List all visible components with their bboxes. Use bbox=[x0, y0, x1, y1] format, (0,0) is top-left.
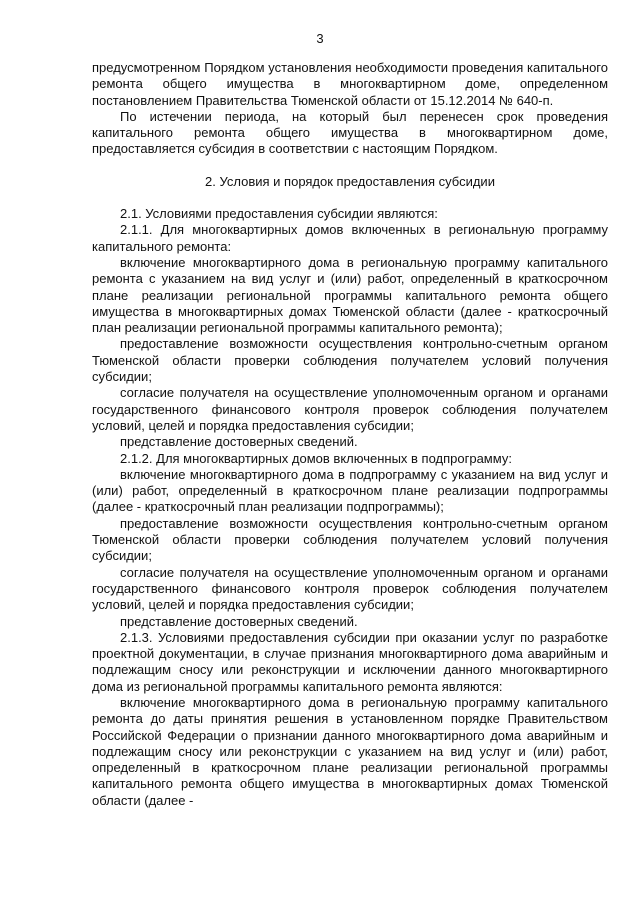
list-item: предоставление возможности осуществления контрольно-счетным органом Тюменской области проверки соблюдения получателем условий получения субсидии; bbox=[92, 336, 608, 385]
clause-2-1: 2.1. Условиями предоставления субсидии являются: bbox=[120, 206, 438, 222]
list-item: включение многоквартирного дома в региональную программу капитального ремонта с указанием на вид услуг и (или) работ, определенный в краткосрочном плане реализации региональной программы капитального ремонта общего имущества в многоквартирных домах Тюменской области (далее - краткосрочный план реализации региональной программы капитального ремонта); bbox=[92, 254, 608, 336]
section-heading: 2. Условия и порядок предоставления субсидии bbox=[205, 173, 495, 189]
list-item: включение многоквартирного дома в подпрограмму с указанием на вид услуг и (или) работ, определенный в краткосрочном плане реализации подпрограммы (далее - краткосрочный план реализации подпрограммы); bbox=[92, 466, 608, 515]
list-item: включение многоквартирного дома в региональную программу капитального ремонта до даты принятия решения в установленном порядке Правительством Российской Федерации о признании данного многоквартирного дома аварийным и подлежащим сносу или реконструкции с указанием на вид услуг и (или) работ, определенный в краткосрочном плане реализации региональной программы капитального ремонта общего имущества в многоквартирных домах Тюменской области (далее - bbox=[92, 694, 608, 808]
list-item: представление достоверных сведений. bbox=[120, 434, 358, 450]
clause-2-1-2: 2.1.2. Для многоквартирных домов включенных в подпрограмму: bbox=[120, 450, 512, 466]
clause-2-1-3: 2.1.3. Условиями предоставления субсидии при оказании услуг по разработке проектной документации, в случае признания многоквартирного дома аварийным и подлежащим сносу или реконструкции и исключении данного многоквартирного дома из региональной программы капитального ремонта являются: bbox=[92, 629, 608, 694]
list-item: предоставление возможности осуществления контрольно-счетным органом Тюменской области проверки соблюдения получателем условий получения субсидии; bbox=[92, 515, 608, 564]
spacer bbox=[92, 158, 608, 174]
list-item: представление достоверных сведений. bbox=[120, 613, 358, 629]
paragraph-subsidy-after-period: По истечении периода, на который был перенесен срок проведения капитального ремонта общего имущества в многоквартирном доме, предоставляется субсидия в соответствии с настоящим Порядком. bbox=[92, 108, 608, 157]
paragraph-continuation: предусмотренном Порядком установления необходимости проведения капитального ремонта общего имущества в многоквартирном доме, определенном постановлением Правительства Тюменской области от 15.12.2014 № 640-п. bbox=[92, 60, 608, 108]
document-body bbox=[92, 60, 608, 809]
spacer bbox=[92, 190, 608, 206]
list-item: согласие получателя на осуществление уполномоченным органом и органами государственного финансового контроля проверок соблюдения получателем условий, целей и порядка предоставления субсидии; bbox=[92, 385, 608, 433]
page-number: 3 bbox=[316, 31, 324, 46]
list-item: согласие получателя на осуществление уполномоченным органом и органами государственного финансового контроля проверок соблюдения получателем условий, целей и порядка предоставления субсидии; bbox=[92, 564, 608, 613]
clause-2-1-1: 2.1.1. Для многоквартирных домов включенных в региональную программу капитального ремонта: bbox=[92, 222, 608, 254]
